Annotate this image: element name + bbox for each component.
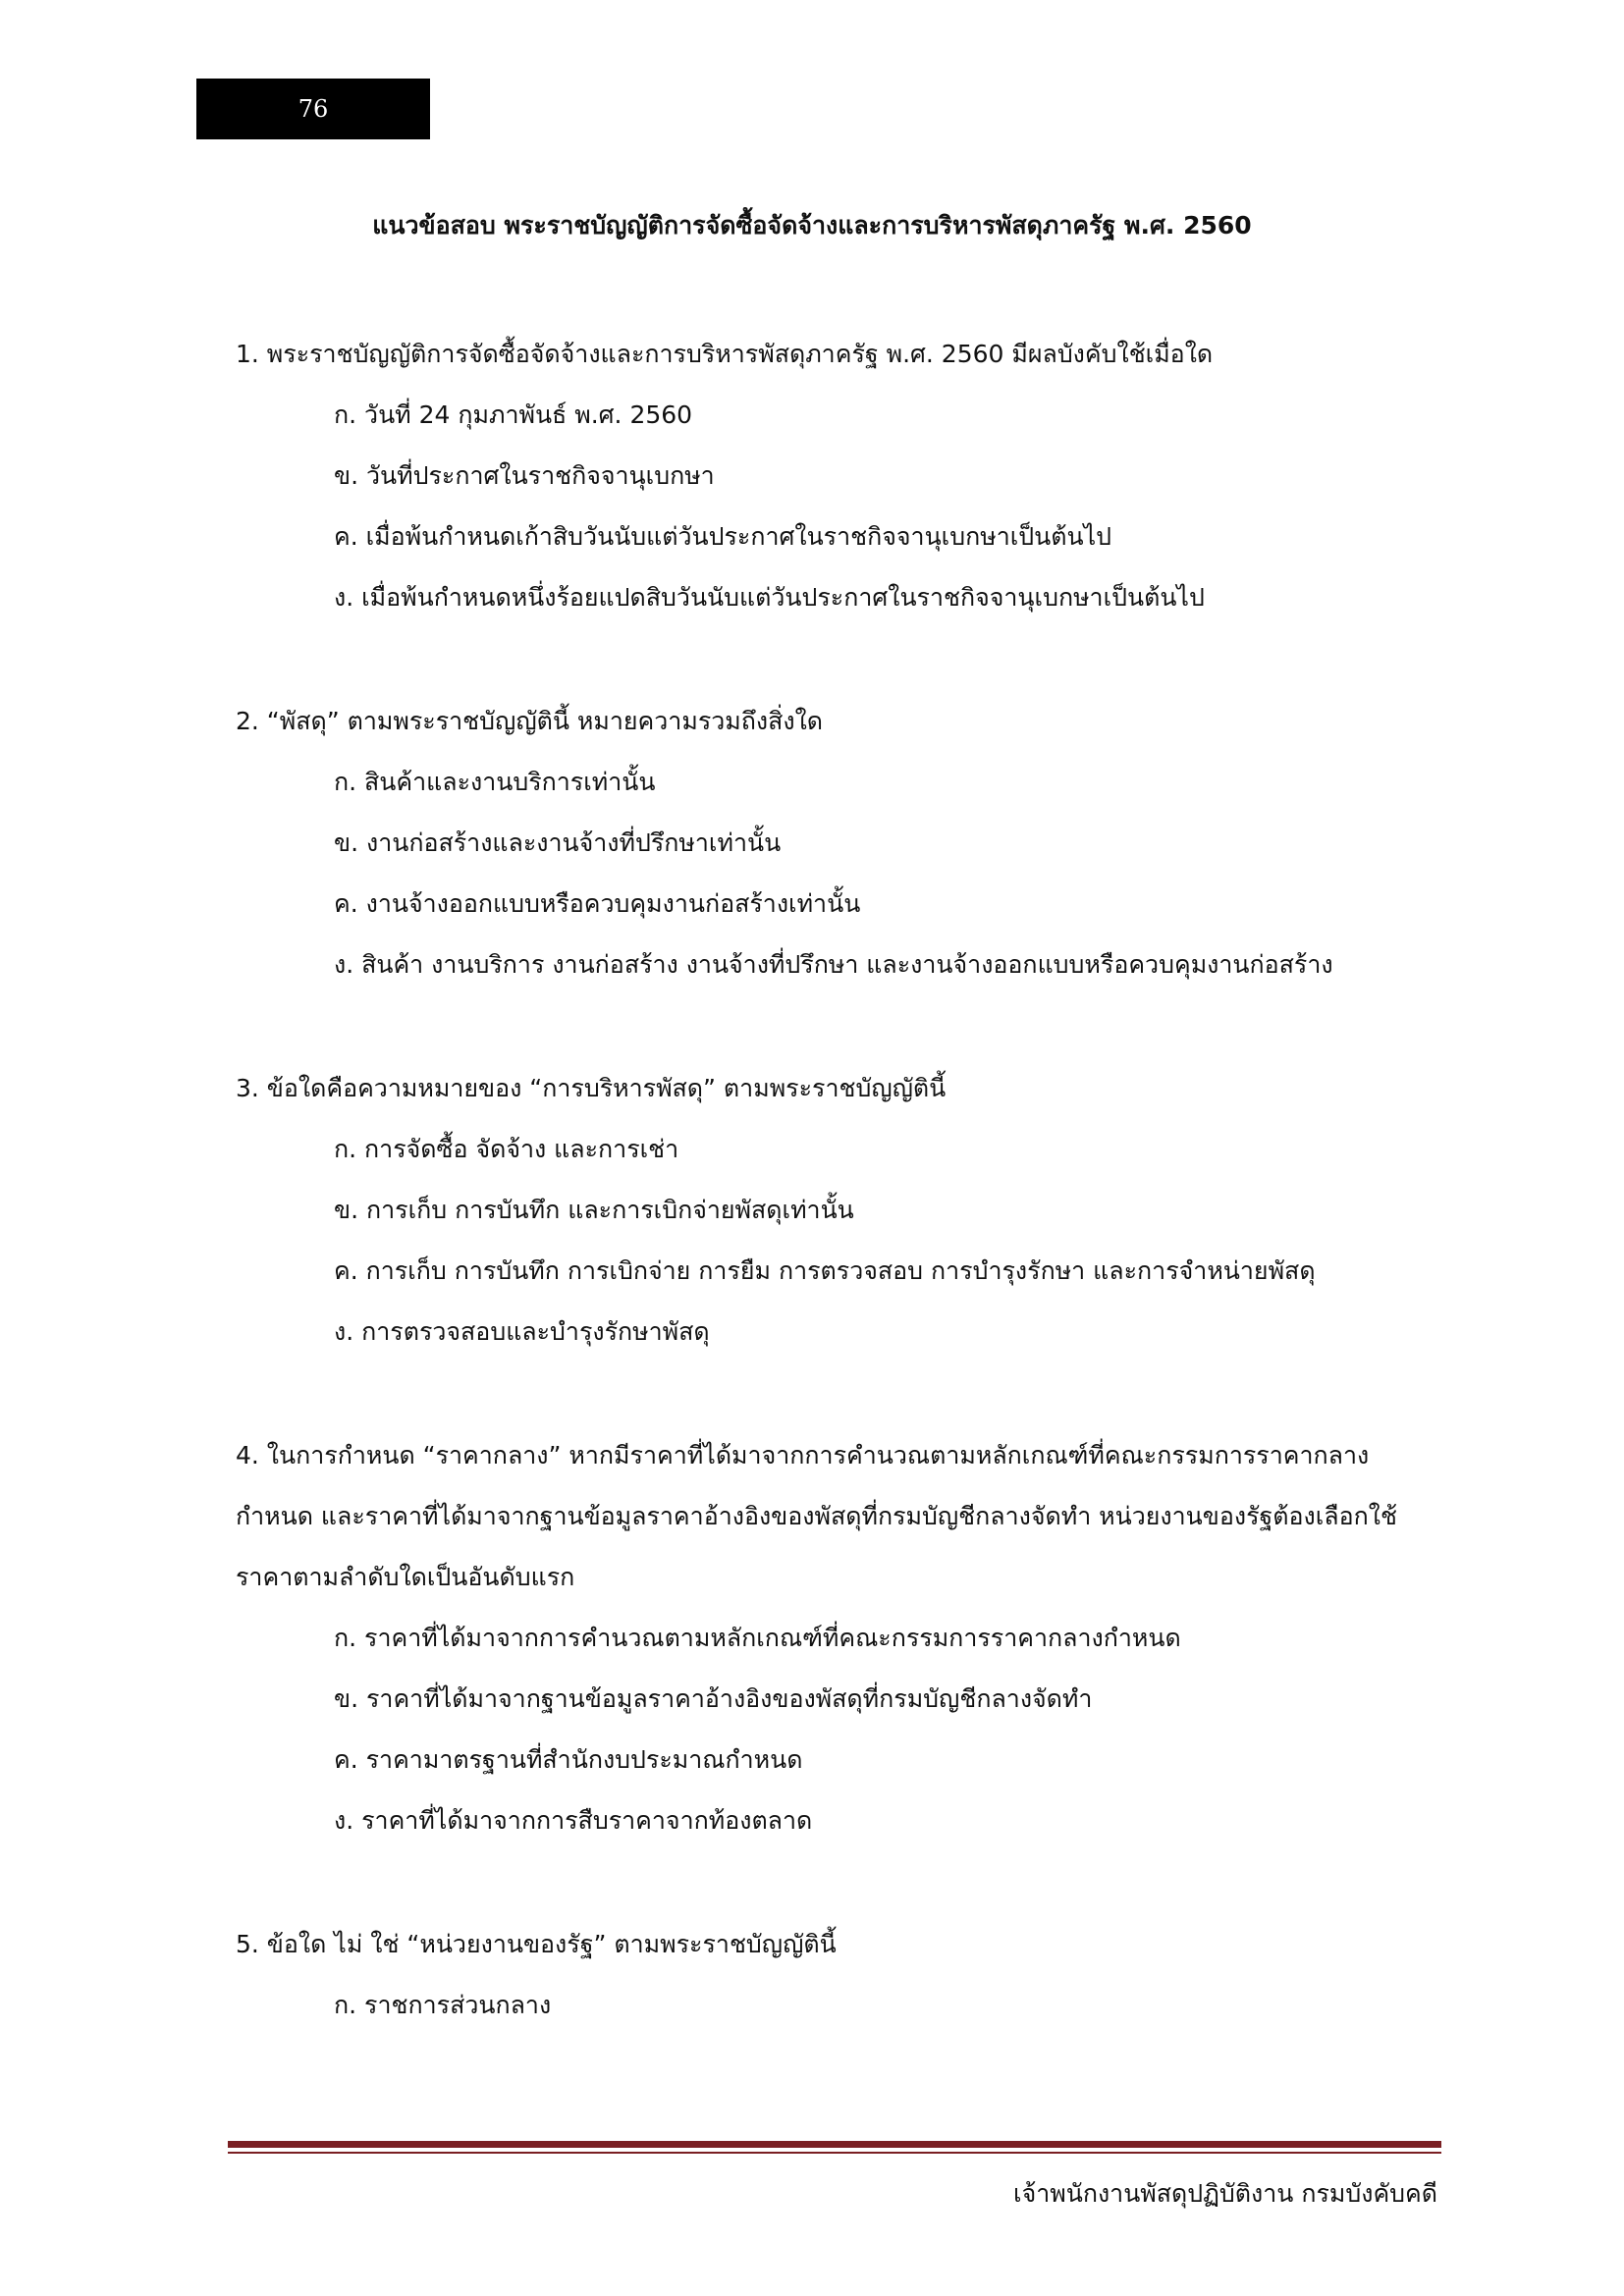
question-option: ก. ราคาที่ได้มาจากการคำนวณตามหลักเกณฑ์ที่คณะกรรมการราคากลางกำหนด (334, 1624, 1181, 1652)
question-text: 2. “พัสดุ” ตามพระราชบัญญัตินี้ หมายความรวมถึงสิ่งใด (236, 707, 824, 735)
question-option: ข. วันที่ประกาศในราชกิจจานุเบกษา (334, 461, 715, 490)
question-option: ค. งานจ้างออกแบบหรือควบคุมงานก่อสร้างเท่านั้น (334, 889, 861, 918)
question-option: ก. การจัดซื้อ จัดจ้าง และการเช่า (334, 1135, 679, 1163)
question-2 (236, 691, 1443, 995)
question-text: 1. พระราชบัญญัติการจัดซื้อจัดจ้างและการบริหารพัสดุภาครัฐ พ.ศ. 2560 มีผลบังคับใช้เมื่อใด (236, 340, 1214, 368)
question-option: ง. ราคาที่ได้มาจากการสืบราคาจากท้องตลาด (334, 1806, 813, 1835)
question-option: ข. การเก็บ การบันทึก และการเบิกจ่ายพัสดุเท่านั้น (334, 1196, 854, 1224)
question-option: ก. วันที่ 24 กุมภาพันธ์ พ.ศ. 2560 (334, 400, 693, 429)
question-4 (236, 1425, 1443, 1851)
question-option: ง. การตรวจสอบและบำรุงรักษาพัสดุ (334, 1317, 710, 1346)
question-option: ง. เมื่อพ้นกำหนดหนึ่งร้อยแปดสิบวันนับแต่วันประกาศในราชกิจจานุเบกษาเป็นต้นไป (334, 583, 1205, 612)
question-1 (236, 324, 1443, 628)
question-option: ข. ราคาที่ได้มาจากฐานข้อมูลราคาอ้างอิงของพัสดุที่กรมบัญชีกลางจัดทำ (334, 1684, 1093, 1713)
question-text: 4. ในการกำหนด “ราคากลาง” หากมีราคาที่ได้มาจากการคำนวณตามหลักเกณฑ์ที่คณะกรรมการราคากลางกำหนด และราคาที่ได้มาจากฐานข้อมูลราคาอ้างอิงของพัสดุที่กรมบัญชีกลางจัดทำ หน่วยงานของรัฐต้องเลือกใช้ราคาตามลำดับใดเป็นอันดับแรก (236, 1441, 1397, 1591)
question-5 (236, 1914, 1443, 2036)
footer-text: เจ้าพนักงานพัสดุปฏิบัติงาน กรมบังคับคดี (1013, 2179, 1437, 2208)
document-title: แนวข้อสอบ พระราชบัญญัติการจัดซื้อจัดจ้างและการบริหารพัสดุภาครัฐ พ.ศ. 2560 (372, 211, 1252, 240)
question-list (236, 324, 1443, 2099)
question-option: ก. สินค้าและงานบริการเท่านั้น (334, 768, 656, 796)
question-option: ค. การเก็บ การบันทึก การเบิกจ่าย การยืม การตรวจสอบ การบำรุงรักษา และการจำหน่ายพัสดุ (334, 1256, 1316, 1285)
question-option: ค. เมื่อพ้นกำหนดเก้าสิบวันนับแต่วันประกาศในราชกิจจานุเบกษาเป็นต้นไป (334, 522, 1112, 551)
question-option: ค. ราคามาตรฐานที่สำนักงบประมาณกำหนด (334, 1745, 803, 1774)
footer-divider-thin (228, 2152, 1441, 2154)
page-number: 76 (298, 95, 329, 123)
question-text: 3. ข้อใดคือความหมายของ “การบริหารพัสดุ” ตามพระราชบัญญัตินี้ (236, 1074, 947, 1102)
question-option: ก. ราชการส่วนกลาง (334, 1991, 552, 2019)
question-text: 5. ข้อใด ไม่ ใช่ “หน่วยงานของรัฐ” ตามพระราชบัญญัตินี้ (236, 1930, 837, 1958)
page-number-box (196, 79, 430, 139)
question-option: ง. สินค้า งานบริการ งานก่อสร้าง งานจ้างที่ปรึกษา และงานจ้างออกแบบหรือควบคุมงานก่อสร้าง (334, 950, 1333, 979)
footer-divider (228, 2141, 1441, 2148)
question-option: ข. งานก่อสร้างและงานจ้างที่ปรึกษาเท่านั้น (334, 828, 782, 857)
question-3 (236, 1058, 1443, 1362)
